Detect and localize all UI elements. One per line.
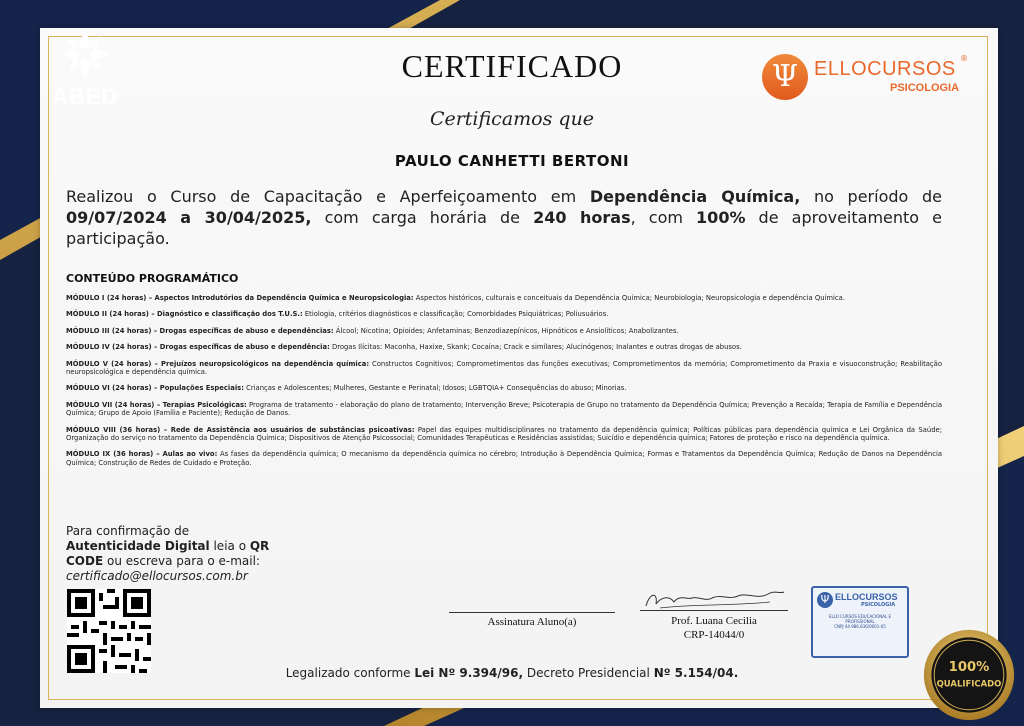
statement-text: de aproveitamento e participação. bbox=[66, 208, 943, 248]
ellocursos-logo bbox=[762, 52, 972, 106]
module-title: MÓDULO II (24 horas) – Diagnóstico e classificação dos T.U.S.: bbox=[66, 310, 303, 319]
stamp-subtitle: PSICOLOGIA bbox=[861, 602, 896, 608]
module-item bbox=[66, 343, 942, 351]
stamp-name: ELLOCURSOS bbox=[835, 592, 898, 602]
professor-crp: CRP-14044/0 bbox=[683, 629, 745, 641]
legal-text: Decreto Presidencial bbox=[523, 666, 654, 680]
psi-icon: Ψ bbox=[762, 54, 808, 100]
course-hours: 240 horas bbox=[533, 208, 631, 227]
module-text: Constructos Cognitivos; Comprometimentos das funções executivas; Comprometimentos da memória; Comprometimento da Praxia e visuoconstrução; Reabilitação neuropsicológica e dependência química. bbox=[66, 359, 942, 377]
legal-bold: Lei Nº 9.394/96, bbox=[414, 666, 524, 680]
professor-signature-label bbox=[640, 614, 788, 642]
confirm-bold: QR bbox=[249, 539, 270, 553]
statement-text: Realizou o Curso de Capacitação e Aperfeiçoamento em bbox=[66, 187, 590, 206]
confirm-line bbox=[66, 554, 296, 569]
module-title: MÓDULO IX (36 horas) – Aulas ao vivo: bbox=[66, 450, 218, 459]
psi-icon: Ψ bbox=[817, 592, 833, 608]
student-signature-line bbox=[449, 612, 615, 613]
module-title: MÓDULO IV (24 horas) – Drogas específicas de abuso e dependência: bbox=[66, 343, 330, 352]
student-name: PAULO CANHETTI BERTONI bbox=[394, 152, 630, 170]
statement-text: com carga horária de bbox=[311, 208, 534, 227]
module-text: As fases da dependência química; O mecanismo da dependência química no cérebro; Introdução à Dependência Química; Formas e Tratamentos da Dependência Química; Redução de Danos na Dependência Química; Construção de Redes de Cuidado e Proteção. bbox=[66, 450, 942, 467]
module-text: Papel das equipes multidisciplinares no tratamento da dependência química; Políticas públicas para dependência química e Lei Orgânica da Saúde; Organização do serviço no tratamento da Dependência Química; Dispositivos de Atenção Psicossocial; Comunidades Terapêuticas e Residências assistidas; Suicídio e dependência química; Fatores de proteção e risco na dependência química. bbox=[66, 425, 943, 443]
badge-top-text: 100% bbox=[948, 660, 990, 676]
legal-text: Legalizado conforme bbox=[285, 666, 415, 680]
ellocursos-subtitle: PSICOLOGIA bbox=[890, 82, 960, 94]
student-signature-label: Assinatura Aluno(a) bbox=[487, 616, 577, 628]
module-item bbox=[66, 327, 942, 335]
attendance-percent: 100% bbox=[696, 208, 746, 227]
confirm-text: leia o bbox=[209, 539, 250, 553]
module-title: MÓDULO VI (24 horas) – Populações Especiais: bbox=[66, 384, 244, 393]
confirm-line bbox=[66, 539, 296, 554]
badge-bottom-text: QUALIFICADO bbox=[936, 678, 1002, 689]
ellocursos-name: ELLOCURSOS bbox=[814, 58, 956, 80]
module-item bbox=[66, 310, 942, 318]
module-text: Aspectos históricos, culturais e conceituais da Dependência Química; Neurobiologia; Neuropsicologia e dependência Química. bbox=[413, 294, 845, 302]
module-text: Crianças e Adolescentes; Mulheres, Gestante e Perinatal; Idosos; LGBTQIA+ Consequências do abuso; Minorias. bbox=[243, 384, 627, 393]
qualified-badge-icon bbox=[922, 628, 1016, 722]
module-text: Etiologia, critérios diagnósticos e classificação; Comorbidades Psiquiátricas; Poliusuários. bbox=[302, 310, 609, 319]
module-item bbox=[66, 426, 942, 443]
ellocursos-stamp bbox=[811, 586, 909, 658]
end-date: 30/04/2025, bbox=[204, 208, 312, 227]
professor-signature-line bbox=[640, 610, 788, 611]
module-title: MÓDULO VIII (36 horas) – Rede de Assistência aos usuários de substâncias psicoativas: bbox=[66, 425, 415, 434]
module-text: Drogas Ilícitas: Maconha, Haxixe, Skank; Cocaína; Crack e similares; Alucinógenos; Inalantes e outras drogas de abusos. bbox=[329, 343, 742, 352]
program-modules bbox=[66, 294, 942, 475]
course-name: Dependência Química, bbox=[589, 187, 801, 206]
program-heading: CONTEÚDO PROGRAMÁTICO bbox=[66, 272, 239, 285]
start-date: 09/07/2024 bbox=[66, 208, 167, 227]
certificate-title: CERTIFICADO bbox=[401, 48, 623, 84]
professor-name: Prof. Luana Cecilia bbox=[671, 615, 757, 627]
legal-notice bbox=[0, 666, 1024, 680]
statement-text: , com bbox=[630, 208, 697, 227]
professor-signature-scribble bbox=[640, 586, 788, 612]
statement-text: a bbox=[166, 208, 205, 227]
confirm-line: Para confirmação de bbox=[66, 524, 190, 538]
qr-code-icon[interactable] bbox=[67, 589, 151, 673]
confirm-bold: Autenticidade Digital bbox=[66, 539, 210, 553]
authenticity-note bbox=[66, 524, 296, 584]
confirm-text: ou escreva para o e-mail: bbox=[103, 554, 260, 568]
confirm-bold: CODE bbox=[66, 554, 104, 568]
module-item bbox=[66, 294, 942, 302]
module-item bbox=[66, 450, 942, 467]
module-title: MÓDULO III (24 horas) – Drogas específicas de abuso e dependências: bbox=[66, 326, 334, 335]
registered-mark: ® bbox=[960, 54, 968, 63]
stamp-line: CNPJ 44.986.836/0001-05 bbox=[834, 624, 886, 629]
module-text: Programa de tratamento - elaboração do plano de tratamento; Intervenção Breve; Psicoterapia de Grupo no tratamento da Dependência Química; Prevenção a Recaída; Terapia de Família e Dependência Química; Grupo de Apoio (Família e Paciente); Redução de Danos. bbox=[66, 400, 942, 418]
module-item bbox=[66, 401, 942, 418]
stamp-line: ELLO CURSOS EDUCACIONAL E PROFISSIONAL bbox=[828, 614, 892, 624]
module-title: MÓDULO VII (24 horas) – Terapias Psicológicas: bbox=[66, 400, 247, 409]
module-text: Álcool; Nicotina; Opioides; Anfetaminas; Benzodiazepínicos, Hipnóticos e Ansiolíticos; Anabolizantes. bbox=[333, 326, 679, 335]
statement-text: no período de bbox=[800, 187, 942, 206]
legal-bold: Nº 5.154/04. bbox=[653, 666, 739, 680]
module-title: MÓDULO V (24 horas) – Prejuízos neuropsicológicos na dependência química: bbox=[66, 359, 370, 368]
module-item bbox=[66, 384, 942, 392]
stamp-details bbox=[817, 614, 903, 629]
confirm-email[interactable]: certificado@ellocursos.com.br bbox=[66, 569, 248, 583]
module-title: MÓDULO I (24 horas) – Aspectos Introdutórios da Dependência Química e Neuropsicologia: bbox=[66, 294, 414, 302]
course-statement bbox=[66, 186, 942, 249]
abed-text: ABED bbox=[51, 84, 119, 109]
certify-phrase: Certificamos que bbox=[429, 108, 595, 130]
module-item bbox=[66, 360, 942, 377]
